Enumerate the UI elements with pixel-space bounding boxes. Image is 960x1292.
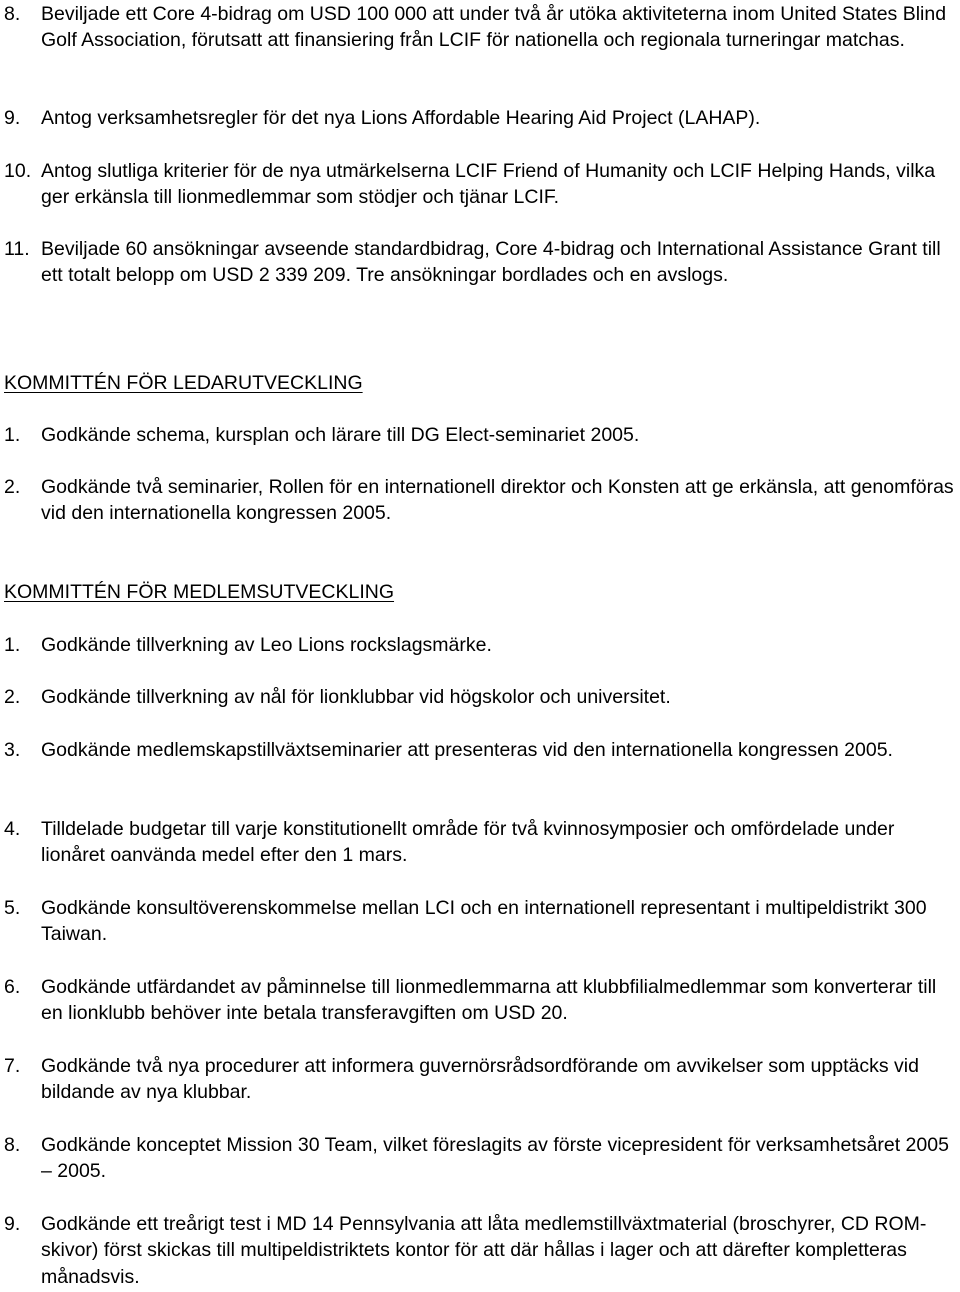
- item-number: 4.: [4, 818, 21, 840]
- item-text: Antog slutliga kriterier för de nya utmärkelserna LCIF Friend of Humanity och LCIF Helping Hands, vilka ger erkänsla till lionmedlemmar som stödjer och tjänar LCIF.: [41, 160, 936, 209]
- item-number: 6.: [4, 976, 21, 998]
- list-item: [4, 974, 956, 1027]
- item-text: Beviljade ett Core 4-bidrag om USD 100 000 att under två år utöka aktiviteterna inom United States Blind Golf Association, förutsatt att finansiering från LCIF för nationella och regionala turneringar matchas.: [41, 3, 947, 52]
- item-text: Godkände tillverkning av Leo Lions rockslagsmärke.: [41, 634, 492, 656]
- item-number: 1.: [4, 634, 21, 656]
- item-text: Godkände konsultöverenskommelse mellan LCI och en internationell representant i multipeldistrikt 300 Taiwan.: [41, 897, 927, 946]
- item-number: 1.: [4, 424, 21, 446]
- list-item: [4, 1, 956, 54]
- list-item: [4, 895, 956, 948]
- list-item: [4, 1211, 956, 1290]
- item-number: 7.: [4, 1055, 21, 1077]
- item-number: 2.: [4, 686, 21, 708]
- item-text: Godkände två nya procedurer att informera guvernörsrådsordförande om avvikelser som upptäcks vid bildande av nya klubbar.: [41, 1055, 919, 1104]
- item-text: Tilldelade budgetar till varje konstitutionellt område för två kvinnosymposier och omfördelade under lionåret oanvända medel efter den 1 mars.: [41, 818, 895, 867]
- list-item: [4, 158, 956, 211]
- item-number: 9.: [4, 1213, 21, 1235]
- section-heading-leadership: KOMMITTÉN FÖR LEDARUTVECKLING: [4, 372, 363, 394]
- item-number: 2.: [4, 476, 21, 498]
- list-item: [4, 236, 956, 289]
- item-number: 9.: [4, 107, 21, 129]
- item-text: Beviljade 60 ansökningar avseende standardbidrag, Core 4-bidrag och International Assistance Grant till ett totalt belopp om USD 2 339 209. Tre ansökningar bordlades och en avslogs.: [41, 238, 941, 287]
- list-item: [4, 632, 956, 658]
- list-item: [4, 1132, 956, 1185]
- item-text: Godkände konceptet Mission 30 Team, vilket föreslagits av förste vicepresident för verksamhetsåret 2005 – 2005.: [41, 1134, 949, 1183]
- list-item: [4, 105, 956, 131]
- item-number: 5.: [4, 897, 21, 919]
- section-heading-membership: KOMMITTÉN FÖR MEDLEMSUTVECKLING: [4, 581, 395, 603]
- item-text: Godkände utfärdandet av påminnelse till lionmedlemmarna att klubbfilialmedlemmar som konverterar till en lionklubb behöver inte betala transferavgiften om USD 20.: [41, 976, 937, 1025]
- list-item: [4, 816, 956, 869]
- item-number: 11.: [4, 238, 30, 260]
- item-number: 8.: [4, 3, 21, 25]
- item-number: 8.: [4, 1134, 21, 1156]
- list-item: [4, 684, 956, 710]
- list-item: [4, 422, 956, 448]
- item-text: Godkände ett treårigt test i MD 14 Pennsylvania att låta medlemstillväxtmaterial (broschyrer, CD ROM-skivor) först skickas till multipeldistriktets kontor för att där hållas i lager och att därefter kompletteras månadsvis.: [41, 1213, 927, 1288]
- item-text: Antog verksamhetsregler för det nya Lions Affordable Hearing Aid Project (LAHAP).: [41, 107, 761, 129]
- item-number: 3.: [4, 739, 21, 761]
- item-text: Godkände tillverkning av nål för lionklubbar vid högskolor och universitet.: [41, 686, 671, 708]
- item-text: Godkände medlemskapstillväxtseminarier att presenteras vid den internationella kongressen 2005.: [41, 739, 893, 761]
- item-text: Godkände två seminarier, Rollen för en internationell direktor och Konsten att ge erkänsla, att genomföras vid den internationella kongressen 2005.: [41, 476, 954, 525]
- item-number: 10.: [4, 160, 32, 182]
- list-item: [4, 474, 956, 527]
- list-item: [4, 1053, 956, 1106]
- item-text: Godkände schema, kursplan och lärare till DG Elect-seminariet 2005.: [41, 424, 640, 446]
- list-item: [4, 737, 956, 763]
